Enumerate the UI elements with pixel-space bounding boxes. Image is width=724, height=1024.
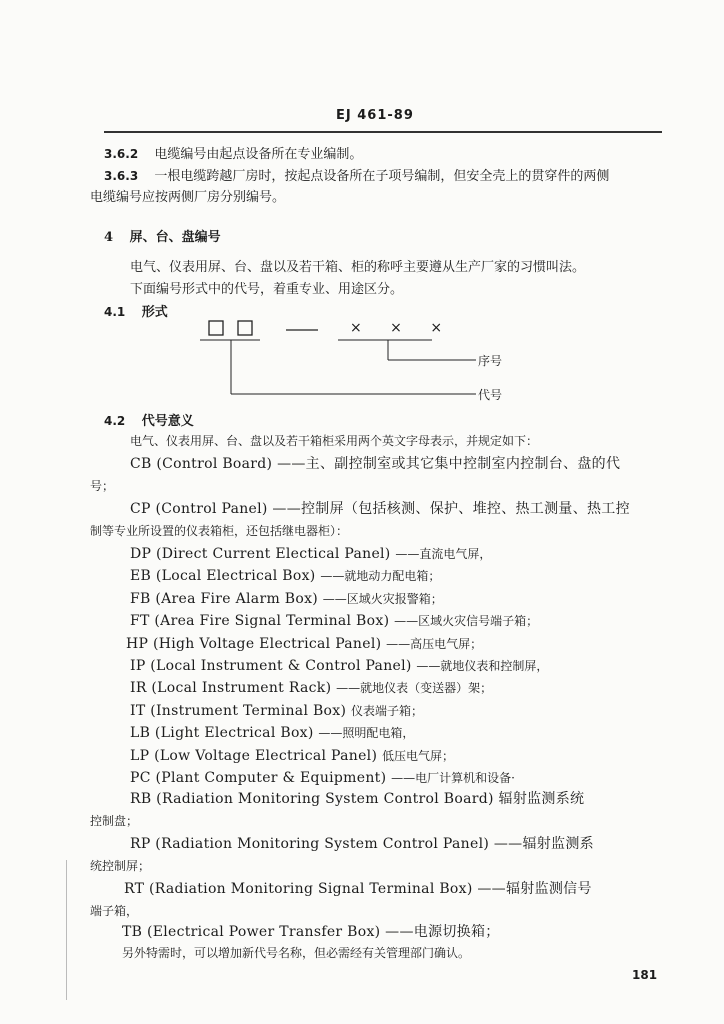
clause-3-6-2 bbox=[104, 143, 362, 162]
code-rt-line-2: 端子箱， bbox=[90, 904, 139, 918]
scan-margin-mark bbox=[66, 860, 67, 1000]
code-cb-line-2: 号； bbox=[90, 479, 115, 493]
code-entry-chinese: ——电厂计算机和设备· bbox=[391, 771, 515, 785]
clause-text-continued: 电缆编号应按两侧厂房分别编号。 bbox=[90, 190, 286, 205]
code-entry-english: LB (Light Electrical Box) bbox=[130, 725, 319, 741]
code-entry-chinese: ——就地仪表和控制屏， bbox=[416, 659, 549, 673]
code-entry-english: FT (Area Fire Signal Terminal Box) bbox=[130, 613, 395, 629]
code-rt-line-1: RT (Radiation Monitoring Signal Terminal Box) ——辐射监测信号 bbox=[124, 881, 592, 897]
code-rb-line-2: 控制盘； bbox=[90, 814, 139, 828]
code-rb-line-1: RB (Radiation Monitoring System Control Board) 辐射监测系统 bbox=[130, 791, 585, 807]
code-entry-chinese: ——就地仪表（变送器）架； bbox=[336, 681, 493, 695]
page-number: 181 bbox=[632, 968, 658, 982]
standard-number: EJ 461-89 bbox=[336, 108, 414, 123]
section-title: 屏、台、盘编号 bbox=[129, 230, 221, 245]
header-rule bbox=[104, 131, 662, 133]
section-4-2-intro: 电气、仪表用屏、台、盘以及若干箱柜采用两个英文字母表示，并规定如下： bbox=[130, 434, 539, 448]
code-entry-english: IP (Local Instrument & Control Panel) bbox=[130, 658, 417, 674]
code-entry bbox=[130, 700, 423, 719]
code-entry bbox=[130, 655, 548, 674]
section-4-2-heading bbox=[104, 410, 194, 429]
section-number: 4.2 bbox=[104, 414, 126, 428]
code-entry bbox=[130, 767, 515, 786]
code-cp-line-2: 制等专业所设置的仪表箱柜，还包括继电器柜）： bbox=[90, 524, 349, 538]
code-entry-english: HP (High Voltage Electrical Panel) bbox=[126, 636, 387, 652]
code-tb-line: TB (Electrical Power Transfer Box) ——电源切换箱； bbox=[122, 924, 500, 940]
code-entry-chinese: ——区域火灾信号端子箱； bbox=[394, 614, 539, 628]
section-title: 形式 bbox=[141, 305, 168, 320]
clause-text: 电缆编号由起点设备所在专业编制。 bbox=[154, 147, 363, 162]
code-entry-chinese: ——区域火灾报警箱； bbox=[322, 592, 443, 606]
code-entry bbox=[130, 543, 491, 562]
code-entry-english: FB (Area Fire Alarm Box) bbox=[130, 591, 323, 607]
section-4-paragraph-2: 下面编号形式中的代号，着重专业、用途区分。 bbox=[130, 282, 404, 297]
code-entry-english: DP (Direct Current Electical Panel) bbox=[130, 546, 396, 562]
section-4-1-heading bbox=[104, 301, 168, 320]
clause-number: 3.6.2 bbox=[104, 147, 139, 161]
code-entry bbox=[130, 722, 414, 741]
code-entry-chinese: ——就地动力配电箱； bbox=[320, 569, 441, 583]
code-cp-line-1: CP (Control Panel) ——控制屏（包括核测、保护、堆控、热工测量、热工控 bbox=[130, 501, 630, 517]
code-entry bbox=[130, 588, 443, 607]
closing-note: 另外特需时，可以增加新代号名称，但必需经有关管理部门确认。 bbox=[122, 946, 471, 960]
section-number: 4 bbox=[104, 230, 114, 245]
code-entry-chinese: 仪表端子箱； bbox=[351, 704, 424, 718]
code-entry bbox=[126, 633, 482, 652]
section-4-paragraph-1: 电气、仪表用屏、台、盘以及若干箱、柜的称呼主要遵从生产厂家的习惯叫法。 bbox=[130, 260, 586, 275]
numbering-format-diagram bbox=[200, 318, 520, 404]
serial-crosses: × × × bbox=[350, 320, 455, 336]
code-entry-chinese: ——照明配电箱， bbox=[318, 726, 415, 740]
section-number: 4.1 bbox=[104, 305, 126, 319]
code-rp-line-1: RP (Radiation Monitoring System Control Panel) ——辐射监测系 bbox=[130, 836, 594, 852]
clause-number: 3.6.3 bbox=[104, 169, 139, 183]
code-entry bbox=[130, 677, 492, 696]
label-serial-number: 序号 bbox=[478, 354, 503, 368]
code-entry bbox=[130, 565, 440, 584]
code-entry-chinese: ——高压电气屏； bbox=[386, 637, 483, 651]
code-entry bbox=[130, 745, 454, 764]
code-entry bbox=[130, 610, 538, 629]
code-entry-english: IT (Instrument Terminal Box) bbox=[130, 703, 351, 719]
code-entry-chinese: 低压电气屏； bbox=[381, 749, 454, 763]
clause-3-6-3 bbox=[104, 165, 609, 184]
code-entry-english: IR (Local Instrument Rack) bbox=[130, 680, 337, 696]
code-rp-line-2: 统控制屏； bbox=[90, 859, 151, 873]
code-entry-english: LP (Low Voltage Electrical Panel) bbox=[130, 748, 382, 764]
code-entry-chinese: ——直流电气屏， bbox=[395, 547, 492, 561]
section-title: 代号意义 bbox=[141, 414, 194, 429]
section-4-heading bbox=[104, 226, 221, 245]
code-entry-english: EB (Local Electrical Box) bbox=[130, 568, 321, 584]
code-entry-english: PC (Plant Computer & Equipment) bbox=[130, 770, 392, 786]
code-cb-line-1: CB (Control Board) ——主、副控制室或其它集中控制室内控制台、盘的代 bbox=[130, 456, 621, 472]
label-code: 代号 bbox=[478, 388, 503, 402]
clause-text: 一根电缆跨越厂房时，按起点设备所在子项号编制，但安全壳上的贯穿件的两侧 bbox=[154, 169, 610, 184]
